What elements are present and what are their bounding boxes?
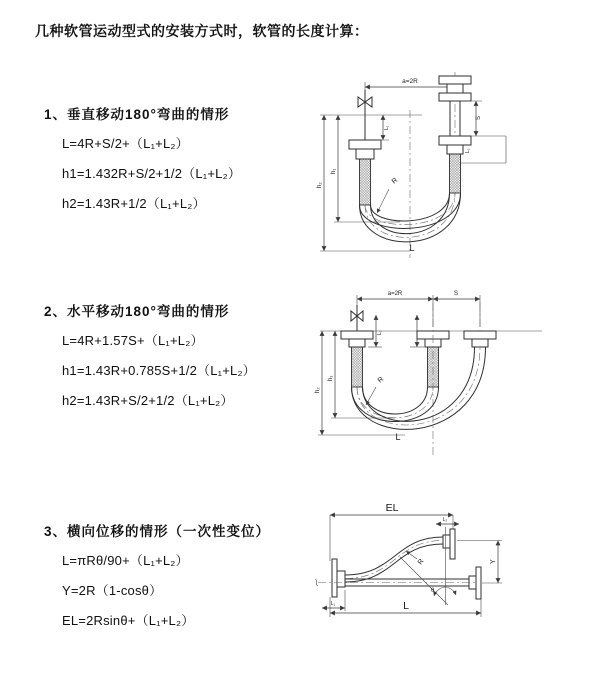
dim-label-l1: L₁	[330, 601, 336, 607]
radius-callout	[366, 376, 385, 405]
dim-label-l2: L₂	[442, 517, 448, 523]
formula-l: L=πRθ/90+（L₁+L₂）	[62, 553, 189, 568]
formula-y: Y=2R（1-cosθ）	[62, 583, 163, 598]
formula-l: L=4R+1.57S+（L₁+L₂）	[62, 333, 204, 348]
formula-h1: h1=1.43R+0.785S+1/2（L₁+L₂）	[62, 363, 256, 378]
page-title: 几种软管运动型式的安装方式时，软管的长度计算：	[35, 23, 369, 39]
dim-s	[433, 291, 480, 299]
left-pipe-fitting	[341, 331, 373, 387]
upper-right-flange	[443, 529, 455, 559]
diagram-lateral-displacement	[300, 495, 600, 655]
formula-h2: h2=1.43R+S/2+1/2（L₁+L₂）	[62, 393, 234, 408]
formula-h1: h1=1.432R+S/2+1/2（L₁+L₂）	[62, 166, 242, 181]
right-pipe-fitting	[464, 331, 496, 347]
dim-label-l: L	[395, 432, 401, 442]
dim-label-r: R	[416, 557, 426, 567]
break-mark-icon	[315, 579, 318, 586]
dim-label-l2: L₂	[465, 148, 471, 153]
dim-label-h2: h₂	[317, 182, 323, 188]
braided-hose-section	[352, 347, 363, 387]
dim-l1	[370, 115, 390, 140]
formula-el: EL=2Rsinθ+（L₁+L₂）	[62, 613, 195, 628]
dim-label-y: Y	[490, 559, 497, 564]
dim-s	[460, 101, 482, 136]
dim-label-s: S	[453, 291, 459, 297]
radius-callout	[406, 551, 426, 566]
braided-hose-section	[450, 154, 461, 193]
section-3-heading: 3、横向位移的情形（一次性变位）	[44, 524, 271, 539]
braided-hose-section	[360, 159, 371, 205]
dim-label-a2r: a=2R	[402, 78, 418, 85]
right-pipe-fitting	[439, 72, 471, 193]
dim-label-l: L	[409, 243, 415, 253]
angle-label-theta: θ	[431, 588, 435, 594]
dim-label-a2r: a=2R	[387, 291, 403, 297]
dim-label-h2: h₂	[315, 387, 321, 393]
dim-l2	[436, 517, 459, 524]
lower-right-flange	[469, 567, 481, 599]
section-lateral-displacement	[44, 520, 270, 630]
dim-label-l1: L₁	[377, 330, 383, 335]
dim-label-h1: h₁	[331, 168, 337, 174]
dim-label-el: EL	[385, 502, 399, 514]
dim-label-l1: L₁	[384, 125, 390, 130]
left-flange	[332, 559, 345, 597]
formula-h2: h2=1.43R+1/2（L₁+L₂）	[62, 196, 206, 211]
radius-callout	[377, 177, 399, 213]
dim-label-h1: h₁	[328, 375, 334, 381]
section-2-heading: 2、水平移动180°弯曲的情形	[44, 304, 230, 319]
diagram-horizontal-180-bend	[310, 285, 590, 460]
section-vertical-180	[44, 103, 241, 213]
left-pipe-fitting	[349, 140, 381, 205]
diagram-vertical-180-bend	[310, 70, 590, 260]
valve-icon	[351, 305, 363, 331]
formula-l: L=4R+S/2+（L₁+L₂）	[62, 136, 189, 151]
section-horizontal-180	[44, 300, 256, 410]
dim-a2r	[357, 291, 480, 327]
dim-label-r: R	[390, 176, 400, 186]
dim-l	[330, 597, 481, 617]
hose-displaced-position	[345, 537, 443, 582]
dim-label-l: L	[403, 600, 409, 612]
dim-label-r: R	[376, 375, 386, 385]
dim-el	[330, 502, 453, 561]
section-1-heading: 1、垂直移动180°弯曲的情形	[44, 107, 230, 122]
dim-label-s: S	[476, 115, 482, 120]
